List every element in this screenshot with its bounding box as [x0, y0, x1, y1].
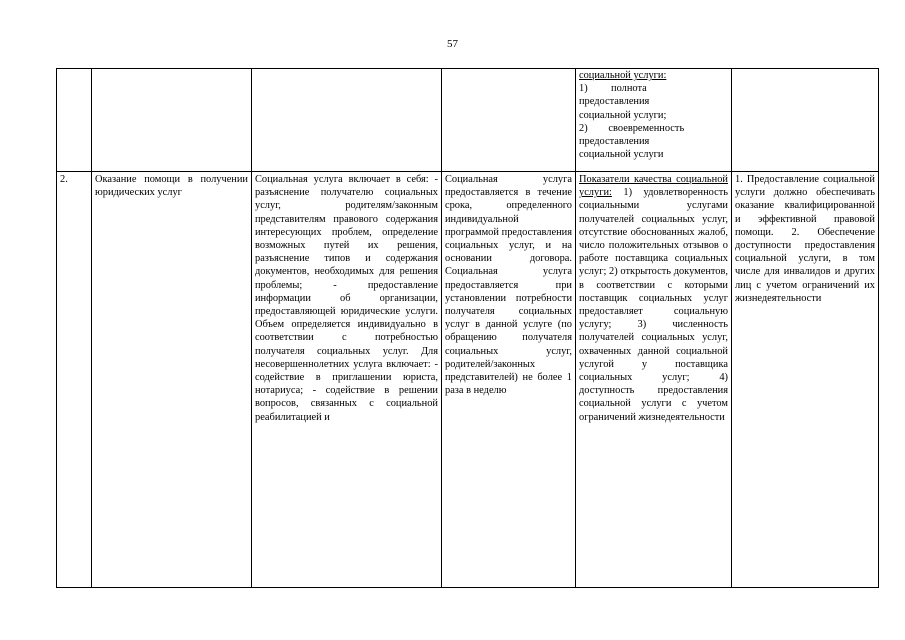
cell-service-description: Социальная услуга включает в себя: - разъяснение получателю социальных услуг, родителям/законным представителям правового содержания интересующих проблем, определение возможных путей их решения, разъяснение типов и содержания документов, необходимых для решения проблемы; - предоставление информации об организации, предоставляющей юридические услуги. Объем определяется индивидуально в соответствии с потребностью получателя социальных услуг. Для несовершеннолетних услуга включает: - содействие в приглашении юриста, нотариуса; - содействие в решении вопросов, связанных с социальной реабилитацией и — [252, 172, 442, 588]
table-row-service-2 — [57, 172, 879, 588]
cell-service-terms: Социальная услуга предоставляется в течение срока, определенного индивидуальной программой предоставления социальных услуг, и на основании договора. Социальная услуга предоставляется при установлении потребности получателя социальных услуг в данной услуге (по обращению получателя социальных услуг, родителей/законных представителей) не более 1 раза в неделю — [442, 172, 576, 588]
cell-number-continued — [57, 69, 92, 172]
indicator-line: социальной услуги — [579, 149, 664, 161]
cell-indicators-continued — [576, 69, 732, 172]
cell-service-number: 2. — [57, 172, 92, 588]
indicator-line: социальной услуги; — [579, 109, 667, 121]
indicator-line: 1) полнота — [579, 83, 647, 95]
page-number: 57 — [447, 38, 458, 50]
cell-conditions-continued — [732, 69, 879, 172]
cell-description-continued — [252, 69, 442, 172]
indicators-title: Показатели качества социальной услуги: — [579, 174, 728, 199]
cell-service-name: Оказание помощи в получении юридических услуг — [92, 172, 252, 588]
indicator-line: предоставления — [579, 96, 650, 108]
table-row-continued — [57, 69, 879, 172]
cell-name-continued — [92, 69, 252, 172]
cell-service-conditions: 1. Предоставление социальной услуги должно обеспечивать оказание квалифицированной и эффективной правовой помощи. 2. Обеспечение доступности предоставления социальной услуги, в том числе для инвалидов и других лиц с учетом ограничений их жизнедеятельности — [732, 172, 879, 588]
indicator-line: 2) своевременность — [579, 122, 685, 134]
services-table — [56, 68, 879, 588]
indicator-line: социальной услуги: — [579, 70, 667, 81]
indicator-line: предоставления — [579, 136, 650, 148]
cell-service-indicators — [576, 172, 732, 588]
indicators-text: 1) удовлетворенность социальными услугами получателей социальных услуг, отсутствие обоснованных жалоб, число положительных отзывов о работе поставщика социальных услуг; 2) открытость документов, в соответствии с которыми поставщик социальных услуг предоставляет социальную услугу; 3) численность получателей социальных услуг, охваченных данной социальной услугой у поставщика социальных услуг; 4) доступность предоставления социальной услуги с учетом ограничений жизнедеятельности — [579, 187, 728, 423]
cell-terms-continued — [442, 69, 576, 172]
